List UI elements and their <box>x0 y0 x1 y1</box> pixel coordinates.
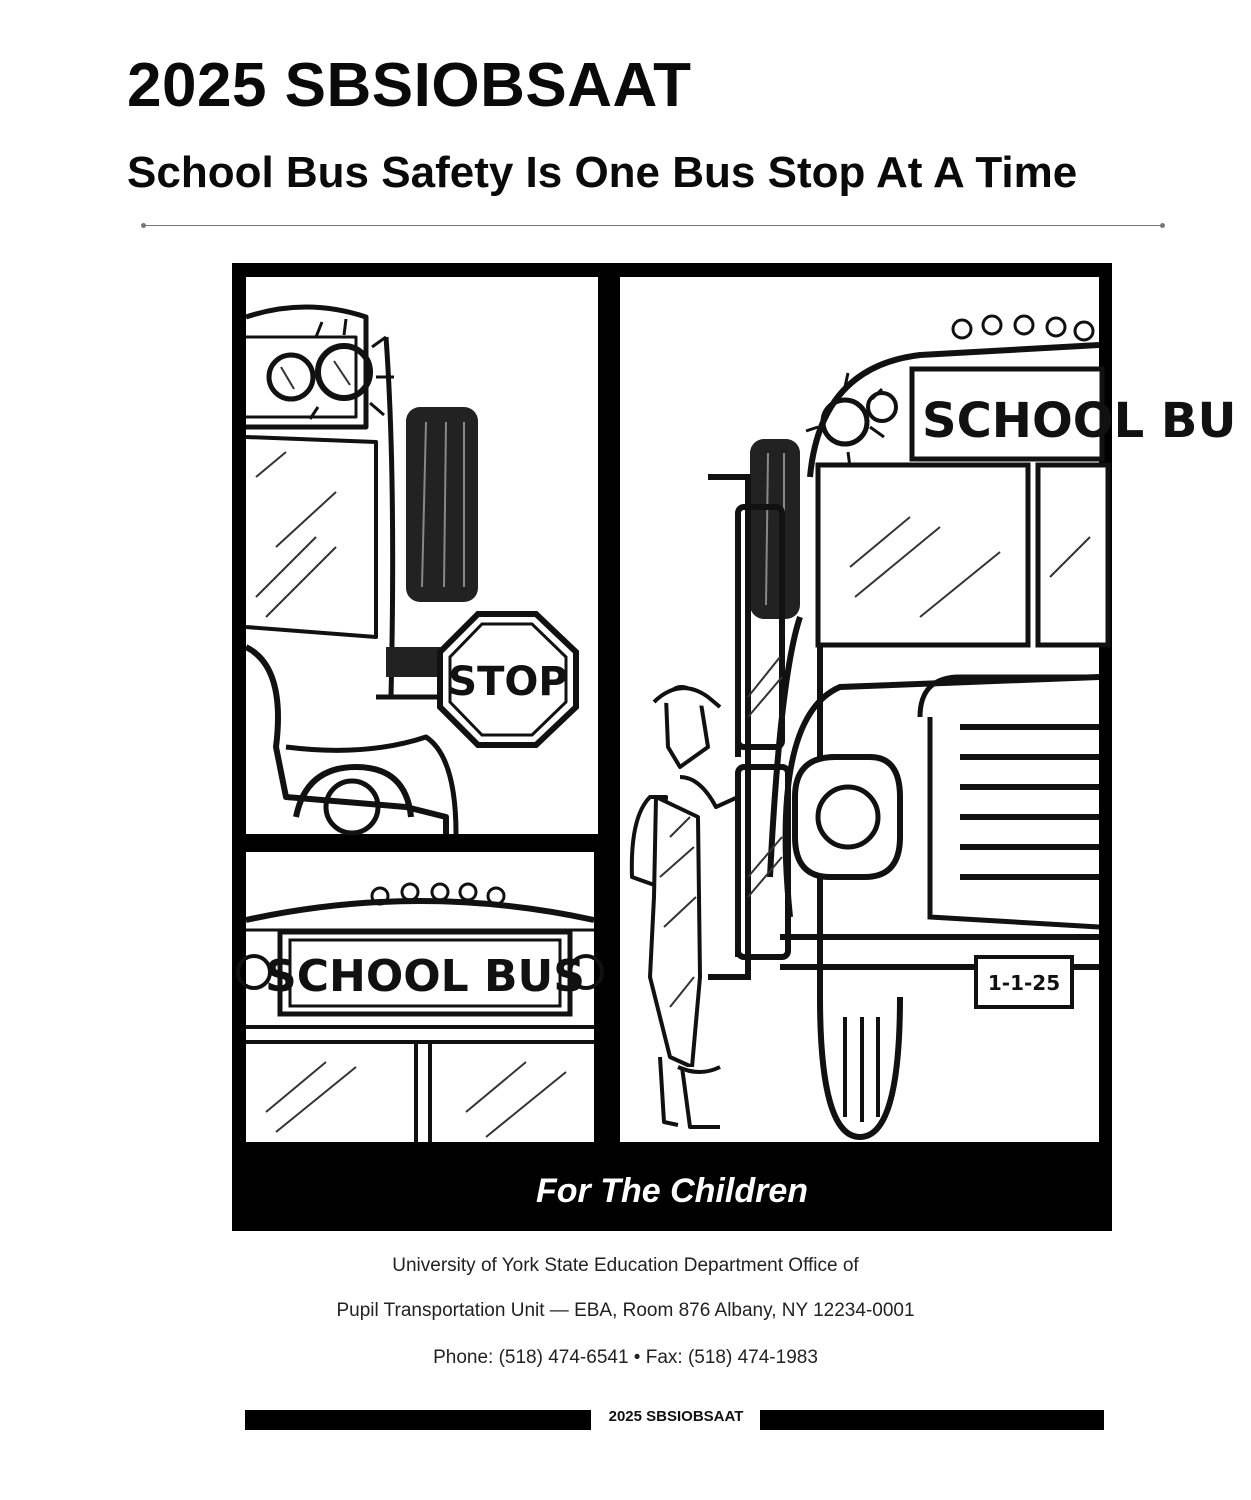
contact-phone-fax: Phone: (518) 474-6541 • Fax: (518) 474-1983 <box>433 1347 818 1368</box>
title-divider <box>144 225 1162 226</box>
document-title: 2025 SBSIOBSAAT <box>127 51 692 120</box>
stop-sign-text: STOP <box>448 659 568 705</box>
panel-school-bus-sign <box>246 852 594 1142</box>
address-line-2: Pupil Transportation Unit — EBA, Room 876 Albany, NY 12234-0001 <box>336 1300 915 1321</box>
panel-stop-arm <box>246 277 598 834</box>
for-the-children-banner: For The Children <box>536 1171 808 1210</box>
panel-boy-boarding <box>620 277 1237 1142</box>
footer-bar-right <box>760 1410 1104 1430</box>
document-subtitle: School Bus Safety Is One Bus Stop At A Time <box>127 148 1078 197</box>
boarding-drawing <box>620 277 1237 1142</box>
address-line-1: University of York State Education Department Office of <box>392 1255 859 1276</box>
license-plate-text: 1-1-25 <box>987 971 1061 995</box>
bus-sign-text: SCHOOL BUS <box>265 951 585 1002</box>
bus-sign-drawing <box>246 852 594 1142</box>
footer-label: 2025 SBSIOBSAAT <box>608 1408 744 1425</box>
bus-sign-partial-text: SCHOOL BU <box>922 393 1237 449</box>
stop-arm-drawing <box>246 277 598 834</box>
comic-illustration <box>232 263 1237 1231</box>
footer-bar-left <box>245 1410 591 1430</box>
